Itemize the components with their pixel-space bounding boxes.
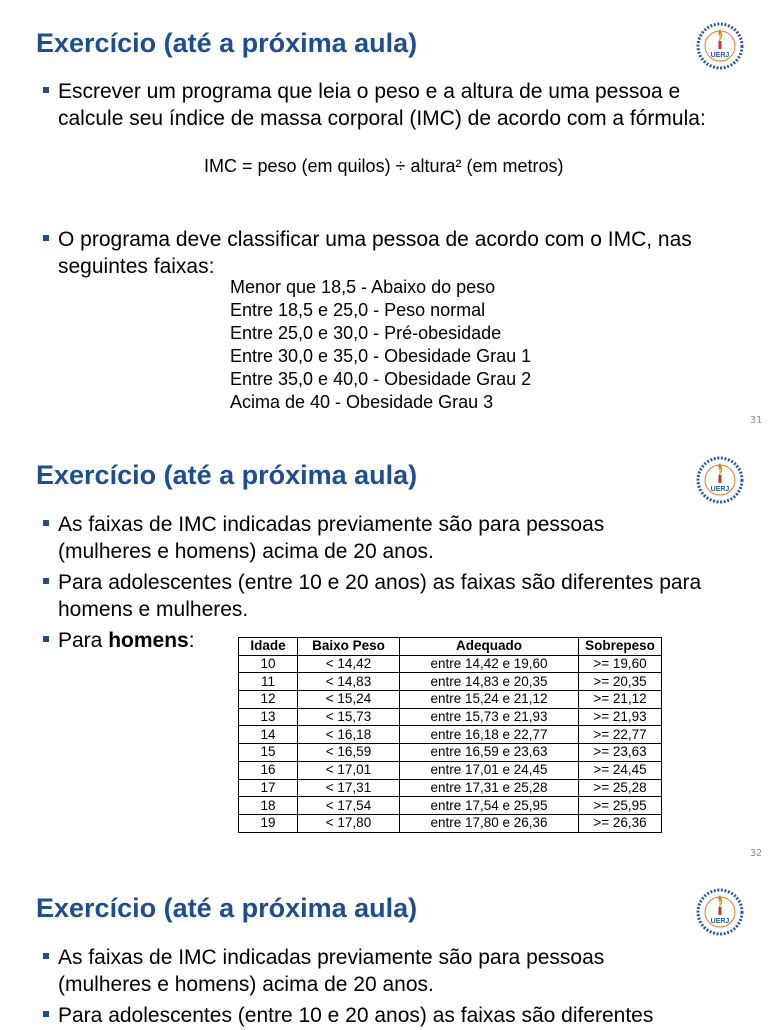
bullet-square-icon — [43, 953, 49, 959]
bullet-square-icon — [43, 636, 49, 642]
table-cell: < 15,24 — [298, 691, 400, 709]
range-item: Entre 25,0 e 30,0 - Pré-obesidade — [230, 323, 502, 343]
table-header-row — [239, 638, 662, 656]
page-number: 32 — [749, 848, 762, 859]
table-cell: >= 24,45 — [579, 761, 662, 779]
table-cell: < 17,31 — [298, 779, 400, 797]
table-cell: entre 17,01 e 24,45 — [400, 761, 579, 779]
table-cell: < 15,73 — [298, 708, 400, 726]
range-item: Menor que 18,5 - Abaixo do peso — [230, 277, 496, 297]
bullet-item: Para adolescentes (entre 10 e 20 anos) as faixas são diferentes — [43, 1003, 743, 1030]
table-row — [239, 761, 662, 779]
table-cell: entre 17,80 e 26,36 — [400, 814, 579, 832]
table-cell: entre 14,83 e 20,35 — [400, 673, 579, 691]
table-cell: >= 23,63 — [579, 744, 662, 762]
table-cell: >= 21,12 — [579, 691, 662, 709]
uerj-logo-icon — [696, 888, 744, 936]
table-cell: 16 — [239, 761, 298, 779]
imc-formula: IMC = peso (em quilos) ÷ altura² (em metros) — [204, 156, 564, 176]
slide-title: Exercício (até a próxima aula) — [36, 460, 418, 490]
table-row — [239, 797, 662, 815]
emphasis-homens: homens — [108, 629, 189, 652]
bullet-square-icon — [43, 1011, 49, 1017]
table-cell: < 14,83 — [298, 673, 400, 691]
bullet-square-icon — [43, 235, 49, 241]
table-cell: 12 — [239, 691, 298, 709]
table-cell: entre 17,54 e 25,95 — [400, 797, 579, 815]
col-header-adequado: Adequado — [400, 638, 579, 656]
slide-title: Exercício (até a próxima aula) — [36, 893, 418, 923]
table-cell: >= 26,36 — [579, 814, 662, 832]
table-cell: 11 — [239, 673, 298, 691]
table-cell: >= 25,95 — [579, 797, 662, 815]
table-cell: >= 20,35 — [579, 673, 662, 691]
table-cell: entre 17,31 e 25,28 — [400, 779, 579, 797]
table-cell: entre 15,24 e 21,12 — [400, 691, 579, 709]
table-row — [239, 744, 662, 762]
page-number: 31 — [749, 415, 762, 426]
range-item: Acima de 40 - Obesidade Grau 3 — [230, 392, 494, 412]
table-cell: 13 — [239, 708, 298, 726]
uerj-logo-icon — [696, 456, 744, 504]
range-item: Entre 18,5 e 25,0 - Peso normal — [230, 300, 486, 320]
table-cell: entre 16,59 e 23,63 — [400, 744, 579, 762]
table-cell: >= 19,60 — [579, 655, 662, 673]
table-row — [239, 779, 662, 797]
bullet-item: O programa deve classificar uma pessoa de acordo com o IMC, nas seguintes faixas: — [43, 227, 743, 280]
table-cell: < 17,54 — [298, 797, 400, 815]
table-row — [239, 708, 662, 726]
table-row — [239, 655, 662, 673]
range-item: Entre 35,0 e 40,0 - Obesidade Grau 2 — [230, 369, 532, 389]
table-row — [239, 814, 662, 832]
table-cell: >= 22,77 — [579, 726, 662, 744]
table-cell: < 16,59 — [298, 744, 400, 762]
table-cell: 19 — [239, 814, 298, 832]
table-cell: 10 — [239, 655, 298, 673]
col-header-sobrepeso: Sobrepeso — [579, 638, 662, 656]
table-cell: < 17,80 — [298, 814, 400, 832]
table-cell: 14 — [239, 726, 298, 744]
table-cell: < 14,42 — [298, 655, 400, 673]
bullet-item: As faixas de IMC indicadas previamente são para pessoas (mulheres e homens) acima de 20 anos. — [43, 512, 683, 565]
bullet-square-icon — [43, 87, 49, 93]
table-cell: entre 16,18 e 22,77 — [400, 726, 579, 744]
bullet-item: Escrever um programa que leia o peso e a altura de uma pessoa e calcule seu índice de massa corporal (IMC) de acordo com a fórmula: — [43, 79, 743, 132]
bullet-item: Para homens: — [43, 628, 233, 655]
col-header-idade: Idade — [239, 638, 298, 656]
slide-title: Exercício (até a próxima aula) — [36, 28, 418, 58]
table-row — [239, 673, 662, 691]
table-cell: 18 — [239, 797, 298, 815]
bullet-square-icon — [43, 578, 49, 584]
table-cell: < 17,01 — [298, 761, 400, 779]
slide-31 — [0, 0, 768, 430]
bullet-square-icon — [43, 520, 49, 526]
uerj-logo-icon — [696, 22, 744, 70]
bullet-item: As faixas de IMC indicadas previamente são para pessoas (mulheres e homens) acima de 20 anos. — [43, 945, 683, 998]
range-item: Entre 30,0 e 35,0 - Obesidade Grau 1 — [230, 346, 532, 366]
table-row — [239, 726, 662, 744]
table-cell: >= 25,28 — [579, 779, 662, 797]
imc-ranges-list — [230, 276, 531, 414]
table-cell: 15 — [239, 744, 298, 762]
bullet-item: Para adolescentes (entre 10 e 20 anos) as faixas são diferentes para homens e mulheres. — [43, 570, 713, 623]
col-header-baixo-peso: Baixo Peso — [298, 638, 400, 656]
table-cell: >= 21,93 — [579, 708, 662, 726]
table-cell: entre 15,73 e 21,93 — [400, 708, 579, 726]
table-cell: 17 — [239, 779, 298, 797]
table-row — [239, 691, 662, 709]
table-cell: < 16,18 — [298, 726, 400, 744]
imc-adolescent-table — [238, 637, 662, 833]
table-cell: entre 14,42 e 19,60 — [400, 655, 579, 673]
